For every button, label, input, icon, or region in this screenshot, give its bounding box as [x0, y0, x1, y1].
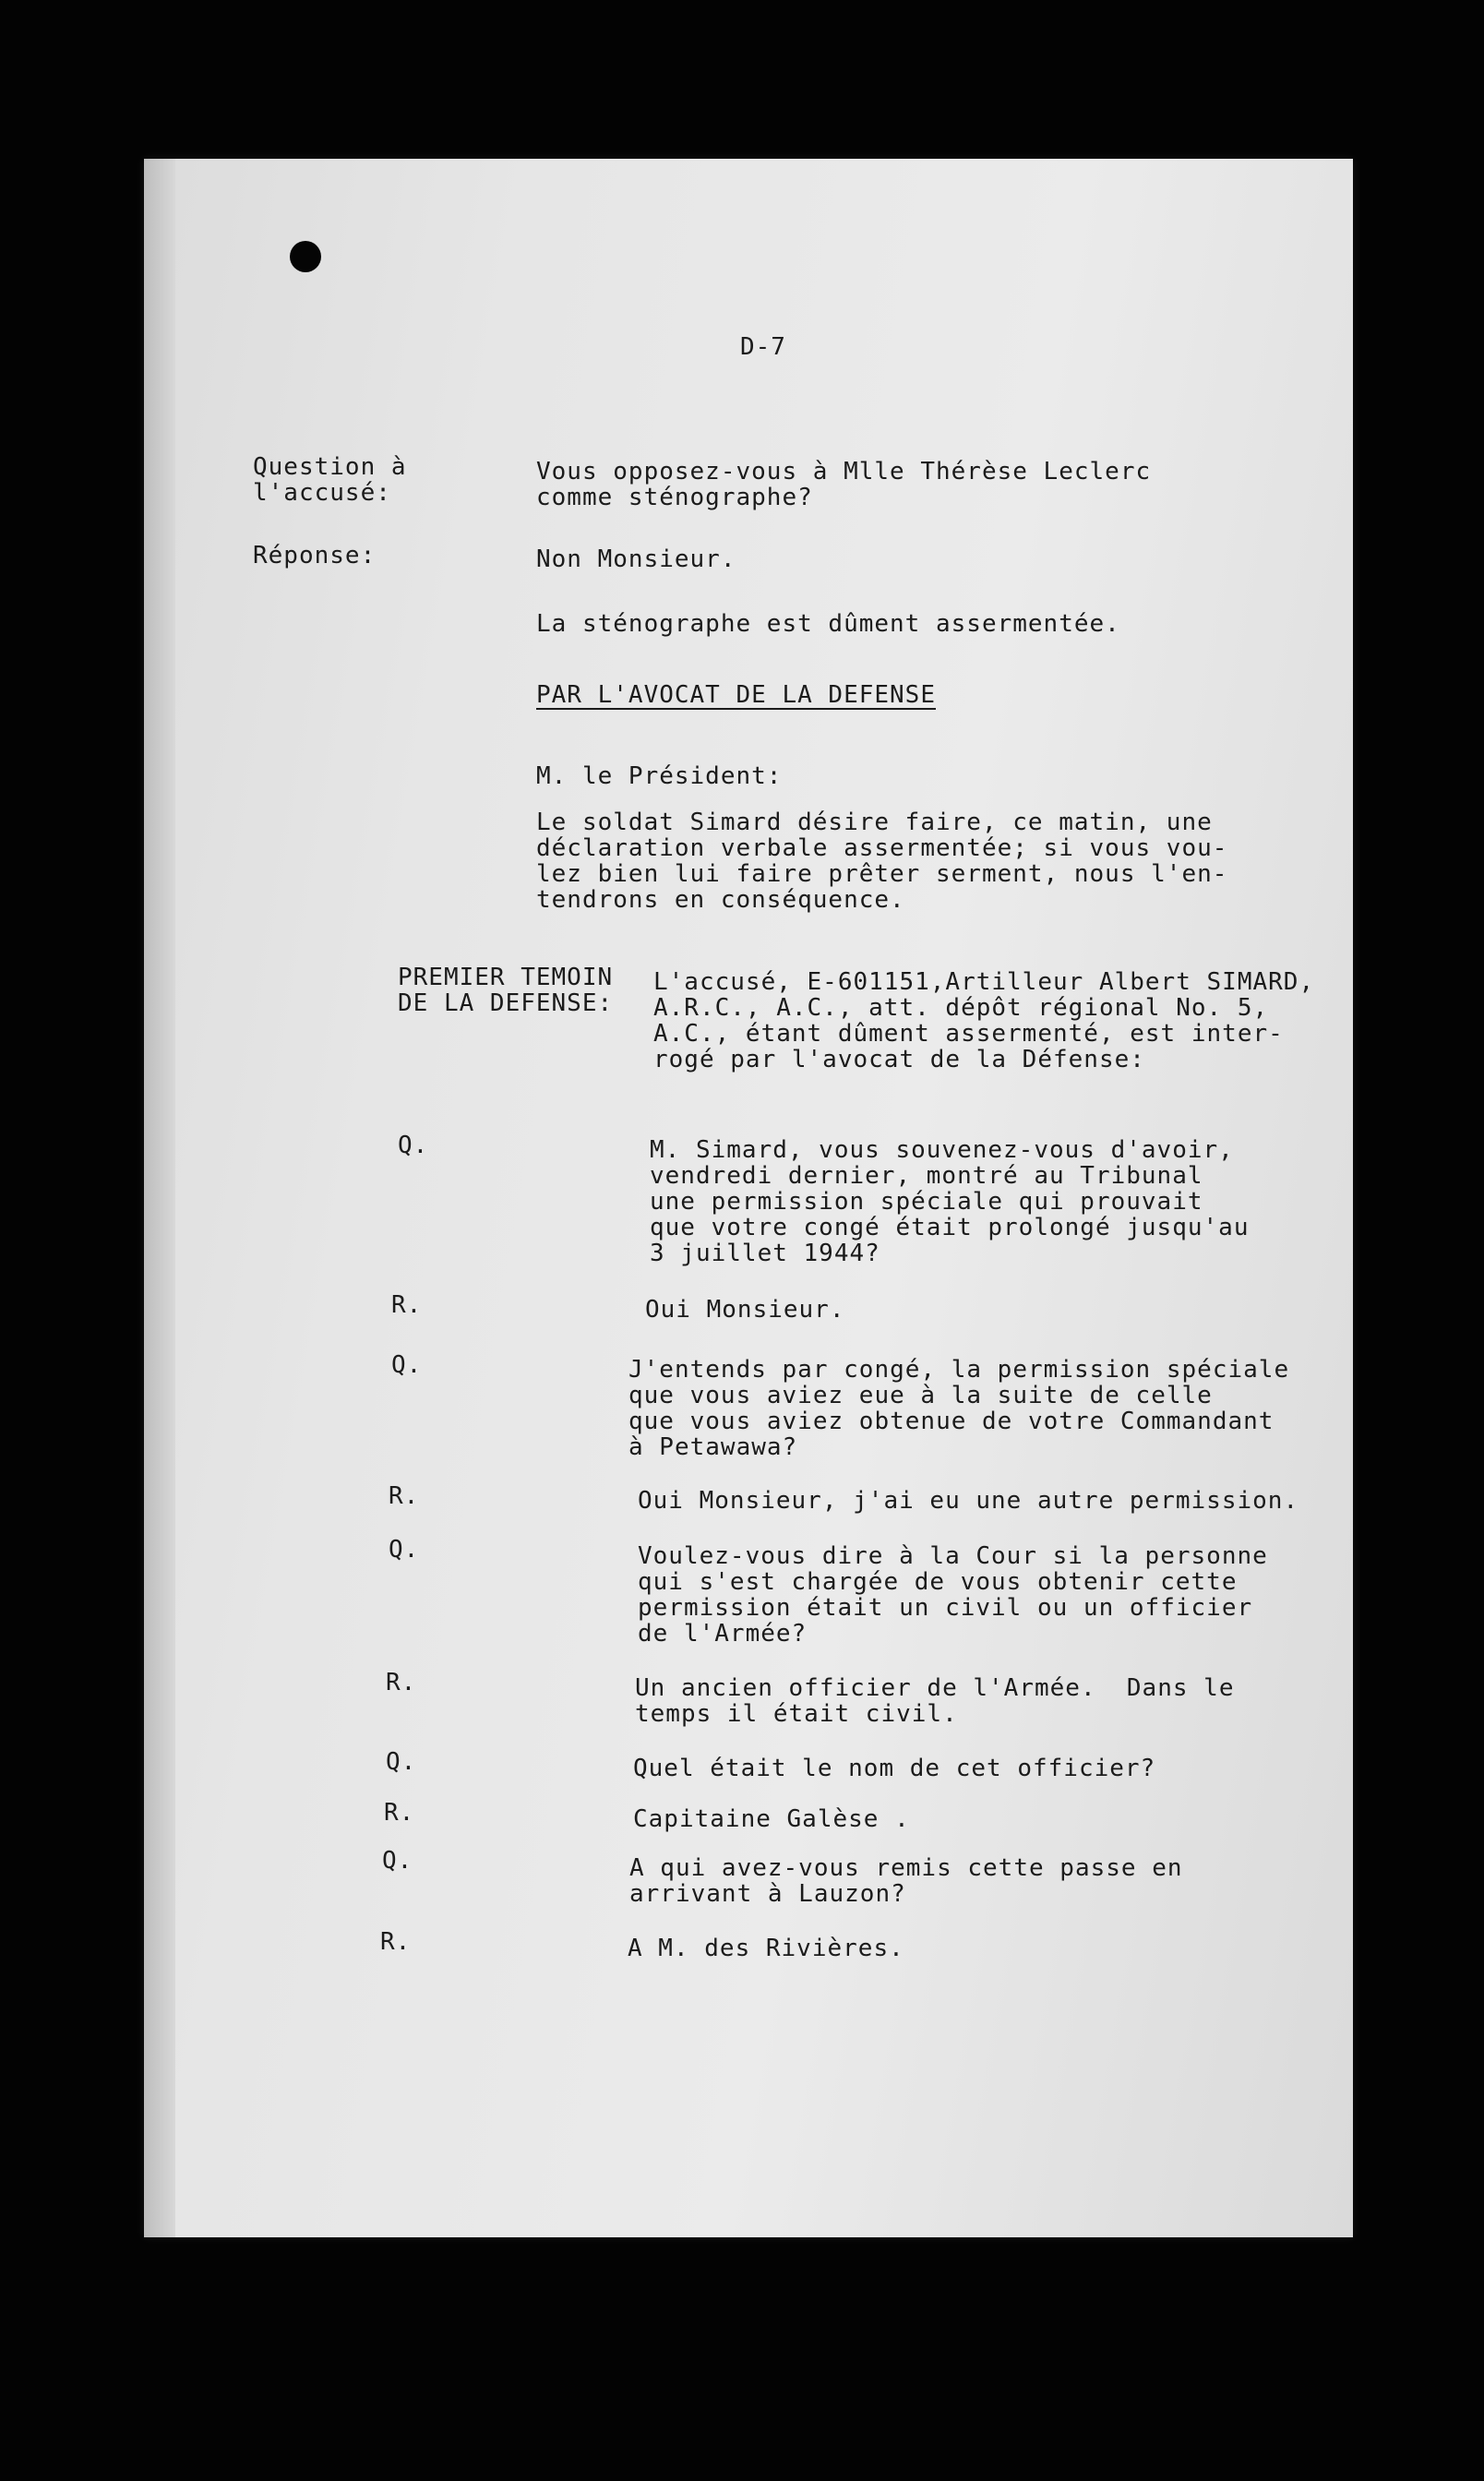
question-label: Question à l'accusé:	[253, 453, 407, 507]
typed-page	[144, 159, 1353, 2237]
qa-text: Quel était le nom de cet officier?	[633, 1755, 1156, 1782]
witness-label: PREMIER TEMOIN DE LA DEFENSE:	[398, 964, 614, 1017]
answer-label: Réponse:	[253, 542, 377, 569]
defense-statement: Le soldat Simard désire faire, ce matin, une déclaration verbale assermentée; si vous vou- lez bien lui faire prêter serment, nous l'en- tendrons en conséquence.	[536, 809, 1228, 914]
qa-text: Capitaine Galèse .	[633, 1805, 910, 1833]
page-number: D-7	[740, 333, 786, 361]
punch-hole	[290, 241, 321, 272]
qa-text: A M. des Rivières.	[628, 1935, 904, 1962]
answer-text: Non Monsieur.	[536, 545, 736, 573]
qa-text: Un ancien officier de l'Armée. Dans le temps il était civil.	[635, 1674, 1235, 1728]
qa-marker: Q.	[391, 1351, 423, 1379]
qa-marker: Q.	[389, 1536, 420, 1564]
qa-marker: R.	[386, 1669, 417, 1696]
qa-text: Oui Monsieur, j'ai eu une autre permission.	[638, 1487, 1299, 1515]
qa-text: J'entends par congé, la permission spéciale que vous aviez eue à la suite de celle que vous aviez obtenue de votre Commandant à Petawawa?	[628, 1356, 1290, 1461]
qa-marker: Q.	[398, 1132, 429, 1159]
qa-marker: R.	[384, 1799, 415, 1827]
qa-text: Oui Monsieur.	[645, 1296, 845, 1324]
question-text: Vous opposez-vous à Mlle Thérèse Leclerc comme sténographe?	[536, 458, 1152, 511]
qa-marker: R.	[389, 1482, 420, 1510]
defense-heading: PAR L'AVOCAT DE LA DEFENSE	[536, 681, 936, 709]
qa-marker: Q.	[386, 1748, 417, 1776]
qa-text: M. Simard, vous souvenez-vous d'avoir, vendredi dernier, montré au Tribunal une permission spéciale qui prouvait que votre congé était prolongé jusqu'au 3 juillet 1944?	[650, 1136, 1250, 1267]
sworn-note: La sténographe est dûment assermentée.	[536, 610, 1120, 638]
qa-marker: R.	[391, 1291, 423, 1319]
qa-text: A qui avez-vous remis cette passe en arrivant à Lauzon?	[629, 1854, 1183, 1908]
qa-marker: R.	[380, 1928, 412, 1956]
witness-text: L'accusé, E-601151,Artilleur Albert SIMARD, A.R.C., A.C., att. dépôt régional No. 5, A.C., étant dûment assermenté, est inter- rogé par l'avocat de la Défense:	[653, 968, 1315, 1073]
qa-text: Voulez-vous dire à la Cour si la personne qui s'est chargée de vous obtenir cette permission était un civil ou un officier de l'Armée?	[638, 1542, 1268, 1648]
salutation: M. le Président:	[536, 762, 783, 790]
qa-marker: Q.	[382, 1847, 413, 1875]
